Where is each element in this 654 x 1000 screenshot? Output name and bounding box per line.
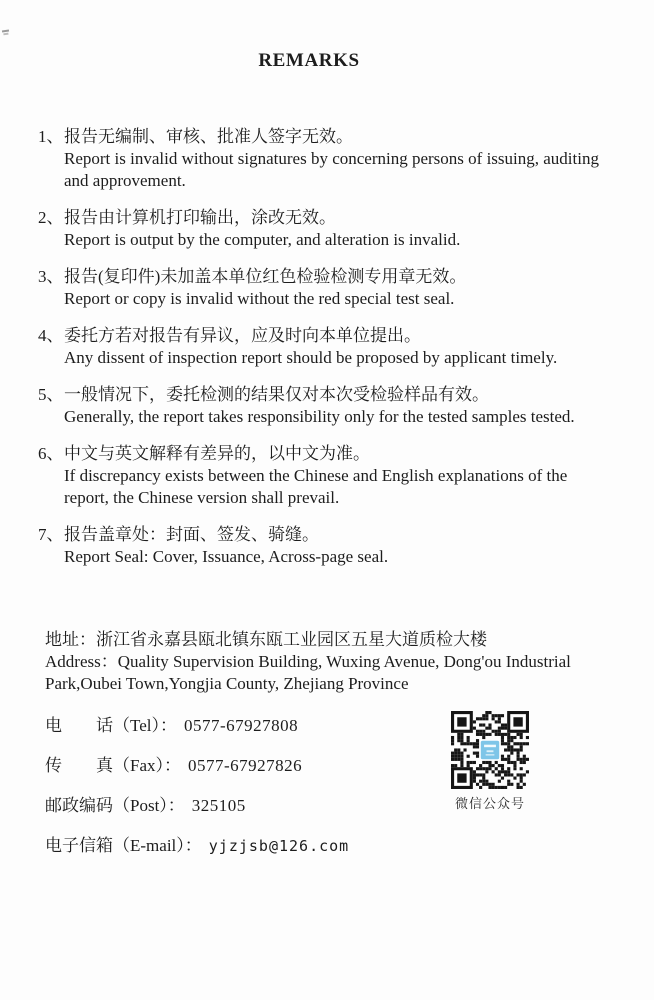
remark-item (38, 384, 616, 428)
remark-english: Report is output by the computer, and alteration is invalid. (64, 230, 461, 249)
remark-english: Generally, the report takes responsibility only for the tested samples tested. (64, 407, 575, 426)
post-value: 325105 (191, 796, 246, 815)
contact-row-post (45, 795, 445, 835)
contact-row-email (45, 835, 445, 875)
remark-chinese: 委托方若对报告有异议，应及时向本单位提出。 (64, 326, 421, 345)
remark-number: 6、 (38, 444, 64, 463)
remark-text (64, 384, 606, 428)
address-english: Address：Quality Supervision Building, Wuxing Avenue, Dong'ou Industrial Park,Oubei Town,Yongjia County, Zhejiang Province (45, 652, 571, 693)
remark-item (38, 325, 616, 369)
remark-item (38, 126, 616, 192)
remark-text (64, 443, 606, 509)
remark-text (64, 126, 606, 192)
remark-chinese: 中文与英文解释有差异的，以中文为准。 (64, 444, 370, 463)
post-label: 邮政编码（Post）： (45, 796, 185, 815)
remark-number: 4、 (38, 326, 64, 345)
remark-text (64, 207, 606, 251)
remark-item (38, 524, 616, 568)
qr-caption: 微信公众号 (454, 796, 525, 811)
remark-english: Report is invalid without signatures by concerning persons of issuing, auditing and approvement. (64, 149, 599, 190)
contact-row-fax (45, 755, 445, 795)
scan-artifact (2, 30, 9, 33)
remark-chinese: 报告(复印件)未加盖本单位红色检验检测专用章无效。 (64, 267, 467, 286)
remark-number: 1、 (38, 127, 64, 146)
remark-text (64, 266, 606, 310)
remark-item (38, 266, 616, 310)
remark-number: 3、 (38, 267, 64, 286)
remark-english: Any dissent of inspection report should be proposed by applicant timely. (64, 348, 558, 367)
tel-label: 电 话（Tel）： (45, 716, 177, 735)
address-chinese: 地址：浙江省永嘉县瓯北镇东瓯工业园区五星大道质检大楼 (45, 630, 487, 649)
remarks-list (38, 126, 616, 583)
contact-row-tel (45, 715, 445, 755)
contact-list (45, 715, 445, 875)
wechat-qr-block (451, 711, 529, 812)
address-block (45, 629, 619, 695)
remark-number: 5、 (38, 385, 64, 404)
page-title: REMARKS (258, 50, 360, 71)
remark-number: 7、 (38, 525, 64, 544)
remark-item (38, 443, 616, 509)
remark-chinese: 一般情况下，委托检测的结果仅对本次受检验样品有效。 (64, 385, 489, 404)
remark-item (38, 207, 616, 251)
remark-chinese: 报告无编制、审核、批准人签字无效。 (64, 127, 353, 146)
tel-value: 0577-67927808 (183, 716, 299, 735)
fax-label: 传 真（Fax）： (45, 756, 181, 775)
remark-english: If discrepancy exists between the Chinese and English explanations of the report, the Chinese version shall prevail. (64, 466, 568, 507)
remark-text (64, 524, 606, 568)
email-label: 电子信箱（E-mail）： (45, 836, 202, 855)
remark-number: 2、 (38, 208, 64, 227)
remark-english: Report or copy is invalid without the red special test seal. (64, 289, 455, 308)
remark-english: Report Seal: Cover, Issuance, Across-page seal. (64, 547, 389, 566)
remark-text (64, 325, 606, 369)
email-value: yjzjsb@126.com (208, 837, 350, 855)
fax-value: 0577-67927826 (188, 756, 303, 775)
remark-chinese: 报告盖章处：封面、签发、骑缝。 (64, 525, 319, 544)
qr-code-image (451, 711, 529, 789)
remark-chinese: 报告由计算机打印输出，涂改无效。 (64, 208, 336, 227)
